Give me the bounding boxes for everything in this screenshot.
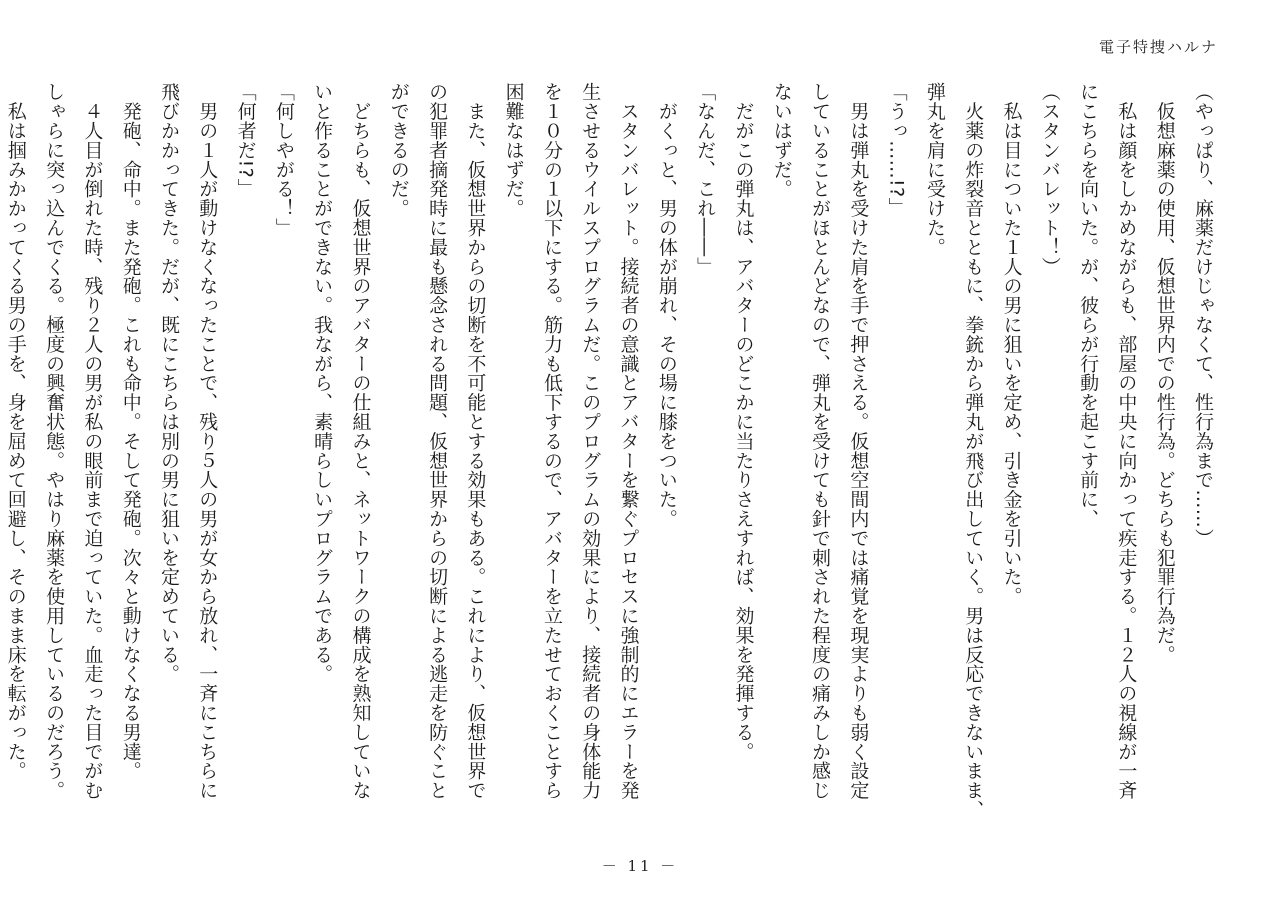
text-line: 私は目についた１人の男に狙いを定め、引き金を引いた。 xyxy=(1000,82,1023,606)
text-line: だがこの弾丸は、アバターのどこかに当たりさえすれば、効果を発揮する。 xyxy=(732,82,755,761)
text-line: 火薬の炸裂音とともに、拳銃から弾丸が飛び出していく。男は反応できないまま、 xyxy=(962,82,985,820)
text-line: 飛びかかってきた。だが、既にこちらは別の男に狙いを定めている。 xyxy=(157,82,180,684)
text-line: どちらも、仮想世界のアバターの仕組みと、ネットワークの構成を熟知していな xyxy=(349,82,372,800)
text-line: していることがほとんどなので、弾丸を受けても針で刺された程度の痛みしか感じ xyxy=(809,82,832,800)
text-line: 困難なはずだ。 xyxy=(502,82,525,218)
text-line: 「なんだ、これ――」 xyxy=(694,82,717,276)
text-line: 「何者だ!?」 xyxy=(234,82,257,198)
text-line: ないはずだ。 xyxy=(770,82,793,199)
text-line: 私は掴みかかってくる男の手を、身を屈めて回避し、そのまま床を転がった。 xyxy=(4,82,27,781)
text-line: 「うっ……!?」 xyxy=(885,82,908,217)
body-text xyxy=(4,82,1222,822)
text-line: 仮想麻薬の使用、仮想世界内での性行為。どちらも犯罪行為だ。 xyxy=(1153,82,1176,664)
page-number: － 11 － xyxy=(601,857,679,875)
text-line: スタンバレット。接続者の意識とアバターを繋ぐプロセスに強制的にエラーを発 xyxy=(617,82,640,800)
header-title: 電子特捜ハルナ xyxy=(1098,38,1218,56)
text-line: （やっぱり、麻薬だけじゃなくて、性行為まで……） xyxy=(1192,82,1214,548)
text-line: ４人目が倒れた時、残り２人の男が私の眼前まで迫っていた。血走った目でがむ xyxy=(81,82,104,800)
text-line: 発砲、命中。また発砲。これも命中。そして発砲。次々と動けなくなる男達。 xyxy=(119,82,142,781)
text-line: 弾丸を肩に受けた。 xyxy=(923,82,946,257)
text-line: がくっと、男の体が崩れ、その場に膝をついた。 xyxy=(655,82,678,529)
text-line: 男は弾丸を受けた肩を手で押さえる。仮想空間内では痛覚を現実よりも弱く設定 xyxy=(847,82,870,800)
text-line: 生させるウイルスプログラムだ。このプログラムの効果により、接続者の身体能力 xyxy=(579,82,602,800)
text-line: また、仮想世界からの切断を不可能とする効果もある。これにより、仮想世界で xyxy=(464,82,487,800)
text-line: いと作ることができない。我ながら、素晴らしいプログラムである。 xyxy=(311,82,334,684)
text-line: の犯罪者摘発時に最も懸念される問題、仮想世界からの切断による逃走を防ぐこと xyxy=(426,82,449,800)
text-line: にこちらを向いた。が、彼らが行動を起こす前に、 xyxy=(1077,82,1100,529)
text-line: ができるのだ。 xyxy=(387,82,410,218)
text-line: しゃらに突っ込んでくる。極度の興奮状態。やはり麻薬を使用しているのだろう。 xyxy=(43,82,66,800)
text-line: 私は顔をしかめながらも、部屋の中央に向かって疾走する。１２人の視線が一斉 xyxy=(1115,82,1138,800)
text-line: を１０分の１以下にする。筋力も低下するので、アバターを立たせておくことすら xyxy=(540,82,563,800)
text-line: 「何しやがる！」 xyxy=(272,82,295,238)
text-line: （スタンバレット！） xyxy=(1038,82,1061,276)
text-line: 男の１人が動けなくなったことで、残り５人の男が女から放れ、一斉にこちらに xyxy=(196,82,219,800)
